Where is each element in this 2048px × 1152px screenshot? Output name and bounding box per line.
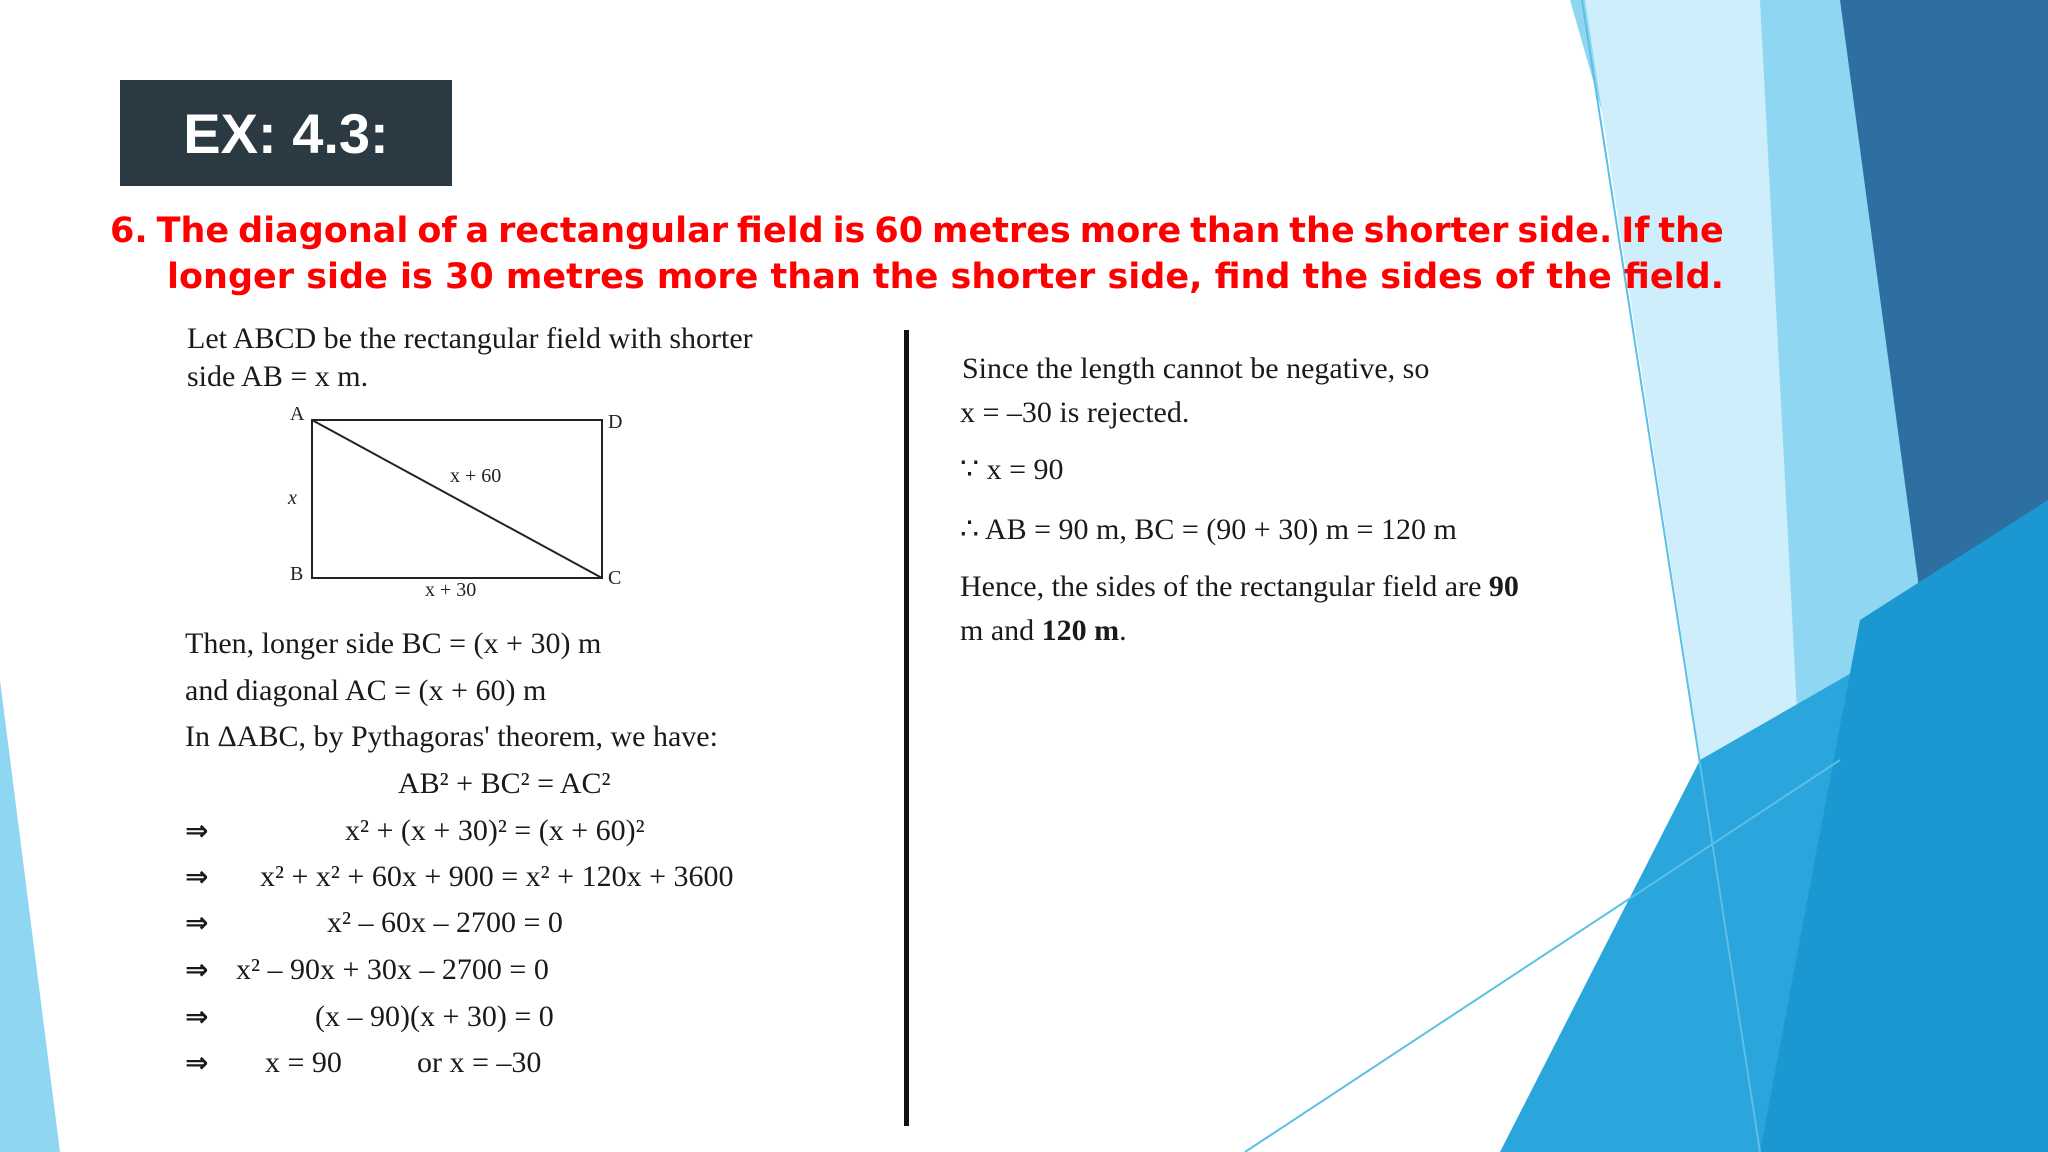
problem-word: The	[156, 211, 230, 251]
problem-word: rectangular	[498, 211, 728, 251]
intro-line-2: side AB = x m.	[187, 360, 369, 393]
vertex-d-label: D	[608, 411, 623, 433]
equation-0: AB² + BC² = AC²	[398, 767, 611, 800]
equation-3: x² – 60x – 2700 = 0	[327, 906, 563, 939]
intro-line-1: Let ABCD be the rectangular field with shorter	[187, 322, 753, 355]
then-line: Then, longer side BC = (x + 30) m	[185, 627, 602, 660]
problem-word: a	[465, 211, 490, 251]
problem-statement	[110, 208, 1724, 300]
vertex-c-label: C	[608, 567, 622, 589]
problem-word: side.	[1517, 211, 1613, 251]
vertex-a-label: A	[290, 403, 305, 425]
slide-title-box	[120, 80, 452, 186]
hence-line-1	[960, 570, 1519, 604]
problem-word: than	[1190, 211, 1281, 251]
problem-word: metres	[932, 211, 1071, 251]
problem-word: 60	[874, 211, 924, 251]
implies-arrow: ⇒	[185, 1046, 209, 1079]
bg-shape-left-sliver	[0, 680, 60, 1152]
side-ab-label: x	[288, 487, 297, 509]
column-divider	[904, 330, 909, 1126]
problem-line-1	[110, 208, 1724, 254]
equation-6-root1: x = 90	[265, 1046, 342, 1079]
hence-prefix: Hence, the sides of the rectangular field are	[960, 570, 1482, 603]
hence-mid: m and	[960, 614, 1035, 647]
therefore-line: ∴ AB = 90 m, BC = (90 + 30) m = 120 m	[960, 513, 1457, 546]
problem-word: field	[736, 211, 824, 251]
hence-line-2	[960, 614, 1127, 648]
diagonal-line: and diagonal AC = (x + 60) m	[185, 674, 547, 707]
equation-6-root2: or x = –30	[417, 1046, 542, 1079]
problem-word: 6.	[110, 211, 148, 251]
implies-arrow: ⇒	[185, 953, 209, 986]
rejection-line-1: Since the length cannot be negative, so	[962, 352, 1430, 385]
implies-arrow: ⇒	[185, 860, 209, 893]
because-line: ∵ x = 90	[960, 453, 1064, 486]
problem-word: the	[1289, 211, 1355, 251]
implies-arrow: ⇒	[185, 814, 209, 847]
side-bc-label: x + 30	[425, 579, 477, 600]
diagonal-ac	[312, 420, 602, 578]
hence-value-120: 120 m	[1041, 614, 1120, 647]
problem-word: of	[417, 211, 457, 251]
hence-end: .	[1119, 614, 1127, 647]
equation-2: x² + x² + 60x + 900 = x² + 120x + 3600	[260, 860, 734, 893]
pythagoras-line: In ΔABC, by Pythagoras' theorem, we have:	[185, 720, 718, 753]
slide-title: EX: 4.3:	[183, 101, 389, 165]
problem-word: If	[1621, 211, 1650, 251]
equation-1: x² + (x + 30)² = (x + 60)²	[345, 814, 645, 847]
equation-5: (x – 90)(x + 30) = 0	[315, 1000, 554, 1033]
implies-arrow: ⇒	[185, 906, 209, 939]
vertex-b-label: B	[290, 563, 304, 585]
problem-word: shorter	[1363, 211, 1509, 251]
equation-4: x² – 90x + 30x – 2700 = 0	[236, 953, 549, 986]
problem-word: the	[1658, 211, 1724, 251]
diagonal-label: x + 60	[450, 465, 502, 487]
problem-word: is	[832, 211, 866, 251]
problem-word: more	[1079, 211, 1182, 251]
rejection-line-2: x = –30 is rejected.	[960, 396, 1190, 429]
problem-line-2: longer side is 30 metres more than the shorter side, find the sides of the field.	[167, 257, 1724, 297]
problem-word: diagonal	[238, 211, 409, 251]
rectangle-figure	[280, 400, 640, 600]
hence-value-90: 90	[1488, 570, 1519, 603]
implies-arrow: ⇒	[185, 1000, 209, 1033]
